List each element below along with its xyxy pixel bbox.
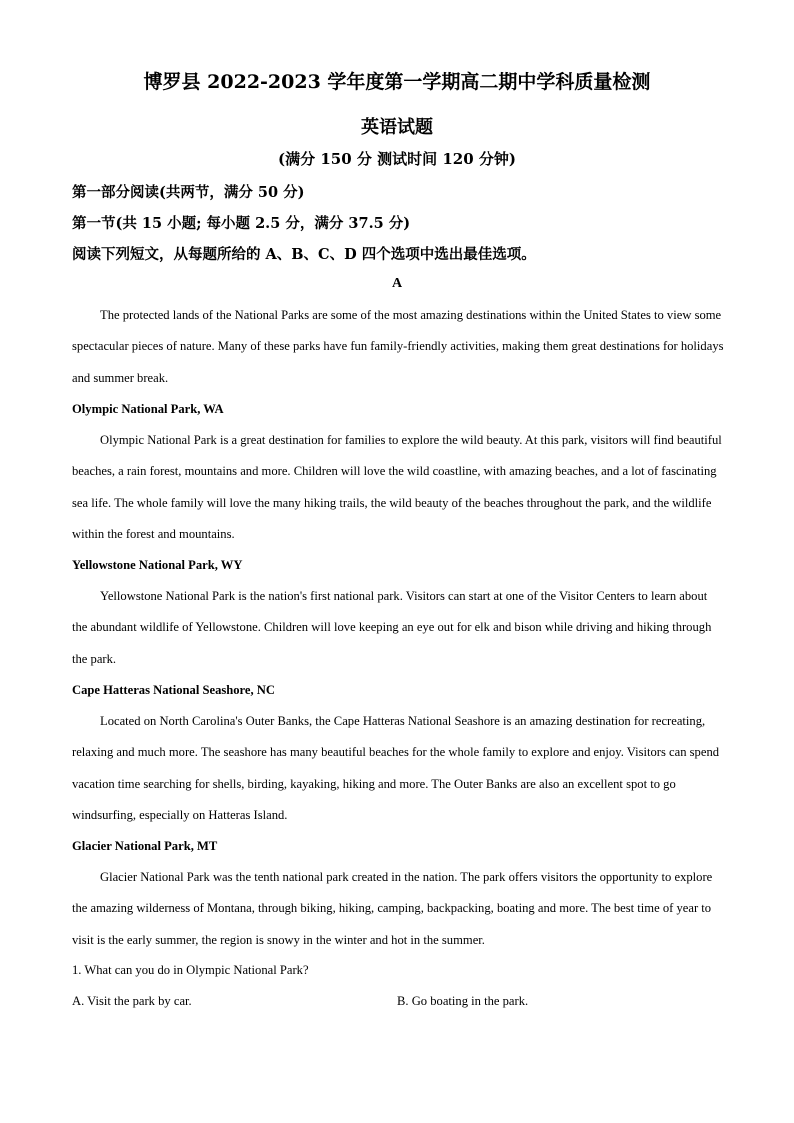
park-text-yellowstone: Yellowstone National Park is the nation's first national park. Visitors can start at one of the Visitor Centers to learn about the abundant wildlife of Yellowstone. Children will love keeping an eye out for elk and bison while driving and hiking through the park.: [72, 589, 712, 666]
exam-info: (满分 150 分 测试时间 120 分钟): [278, 150, 516, 168]
directions: 阅读下列短文，从每题所给的 A、B、C、D 四个选项中选出最佳选项。: [72, 246, 536, 263]
park-text-cape-hatteras: Located on North Carolina's Outer Banks, the Cape Hatteras National Seashore is an amazing destination for recreating, relaxing and much more. The seashore has many beautiful beaches for the whole family to explore and enjoy. Visitors can spend vacation time searching for shells, birding, kayaking, hiking and more. The Outer Banks are also an excellent spot to go windsurfing, especially on Hatteras Island.: [72, 714, 720, 822]
passage-label: A: [391, 276, 403, 291]
part-heading: 第一部分阅读(共两节，满分 50 分): [72, 184, 305, 201]
park-text-glacier: Glacier National Park was the tenth national park created in the nation. The park offers visitors the opportunity to explore the amazing wilderness of Montana, through biking, hiking, camping, backpacking, boating and more. The best time of year to visit is the early summer, the region is snowy in the winter and hot in the summer.: [72, 870, 713, 947]
option-b: B. Go boating in the park.: [397, 994, 529, 1008]
park-heading-olympic: Olympic National Park, WA: [72, 402, 224, 416]
subject-title: 英语试题: [361, 117, 433, 138]
exam-title: 博罗县 2022-2023 学年度第一学期高二期中学科质量检测: [143, 71, 651, 93]
park-heading-yellowstone: Yellowstone National Park, WY: [72, 558, 243, 572]
park-heading-glacier: Glacier National Park, MT: [72, 839, 218, 853]
passage-intro: The protected lands of the National Parks are some of the most amazing destinations within the United States to view some spectacular pieces of nature. Many of these parks have fun family-friendly activities, making them great destinations for holidays and summer break.: [72, 308, 724, 385]
section-heading: 第一节(共 15 小题; 每小题 2.5 分，满分 37.5 分): [72, 215, 411, 232]
question-1: 1. What can you do in Olympic National Park?: [72, 963, 309, 977]
park-heading-cape-hatteras: Cape Hatteras National Seashore, NC: [72, 683, 276, 697]
option-a: A. Visit the park by car.: [72, 994, 192, 1008]
park-text-olympic: Olympic National Park is a great destination for families to explore the wild beauty. At this park, visitors will find beautiful beaches, a rain forest, mountains and more. Children will love the wild coastline, with amazing beaches, and a lot of fascinating sea life. The whole family will love the many hiking trails, the wild beauty of the beaches throughout the park, and the wildlife within the forest and mountains.: [72, 433, 722, 541]
